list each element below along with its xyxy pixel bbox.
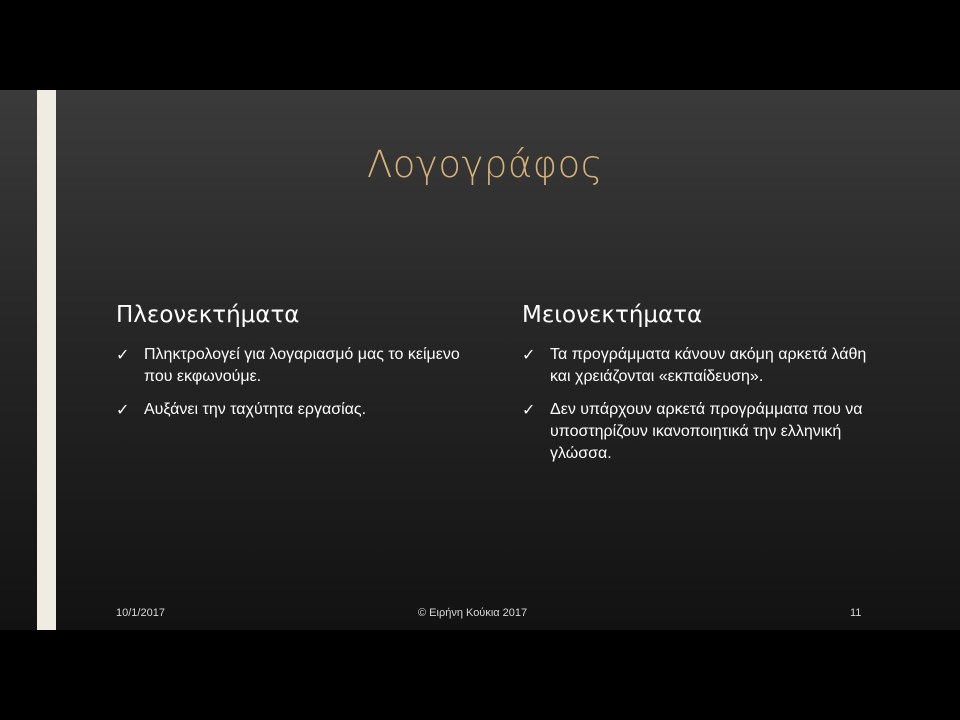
list-item — [522, 399, 872, 465]
advantages-heading: Πλεονεκτήματα — [116, 302, 300, 328]
list-item — [116, 399, 466, 421]
footer-page-number: 11 — [850, 607, 862, 619]
slide — [0, 90, 960, 630]
checkmark-icon: ✓ — [116, 345, 130, 364]
bullet-text: Αυξάνει την ταχύτητα εργασίας. — [144, 401, 367, 418]
slide-title: Λογογράφος — [366, 143, 603, 186]
checkmark-icon: ✓ — [522, 345, 536, 364]
checkmark-icon: ✓ — [116, 400, 130, 419]
bullet-text: Τα προγράμματα κάνουν ακόμη αρκετά λάθη και χρειάζονται «εκπαίδευση». — [550, 346, 867, 385]
bullet-text: Πληκτρολογεί για λογαριασμό μας το κείμενο που εκφωνούμε. — [144, 346, 460, 385]
list-item — [116, 344, 466, 388]
disadvantages-list — [522, 344, 872, 465]
bullet-text: Δεν υπάρχουν αρκετά προγράμματα που να υποστηρίζουν ικανοποιητικά την ελληνική γλώσσα. — [550, 401, 863, 462]
disadvantages-heading: Μειονεκτήματα — [522, 302, 703, 328]
advantages-column — [116, 302, 466, 432]
checkmark-icon: ✓ — [522, 400, 536, 419]
footer-copyright: © Ειρήνη Κούκια 2017 — [418, 607, 528, 619]
advantages-list — [116, 344, 466, 421]
disadvantages-column — [522, 302, 872, 476]
list-item — [522, 344, 872, 388]
footer-date: 10/1/2017 — [116, 607, 165, 619]
accent-bar — [37, 90, 56, 630]
